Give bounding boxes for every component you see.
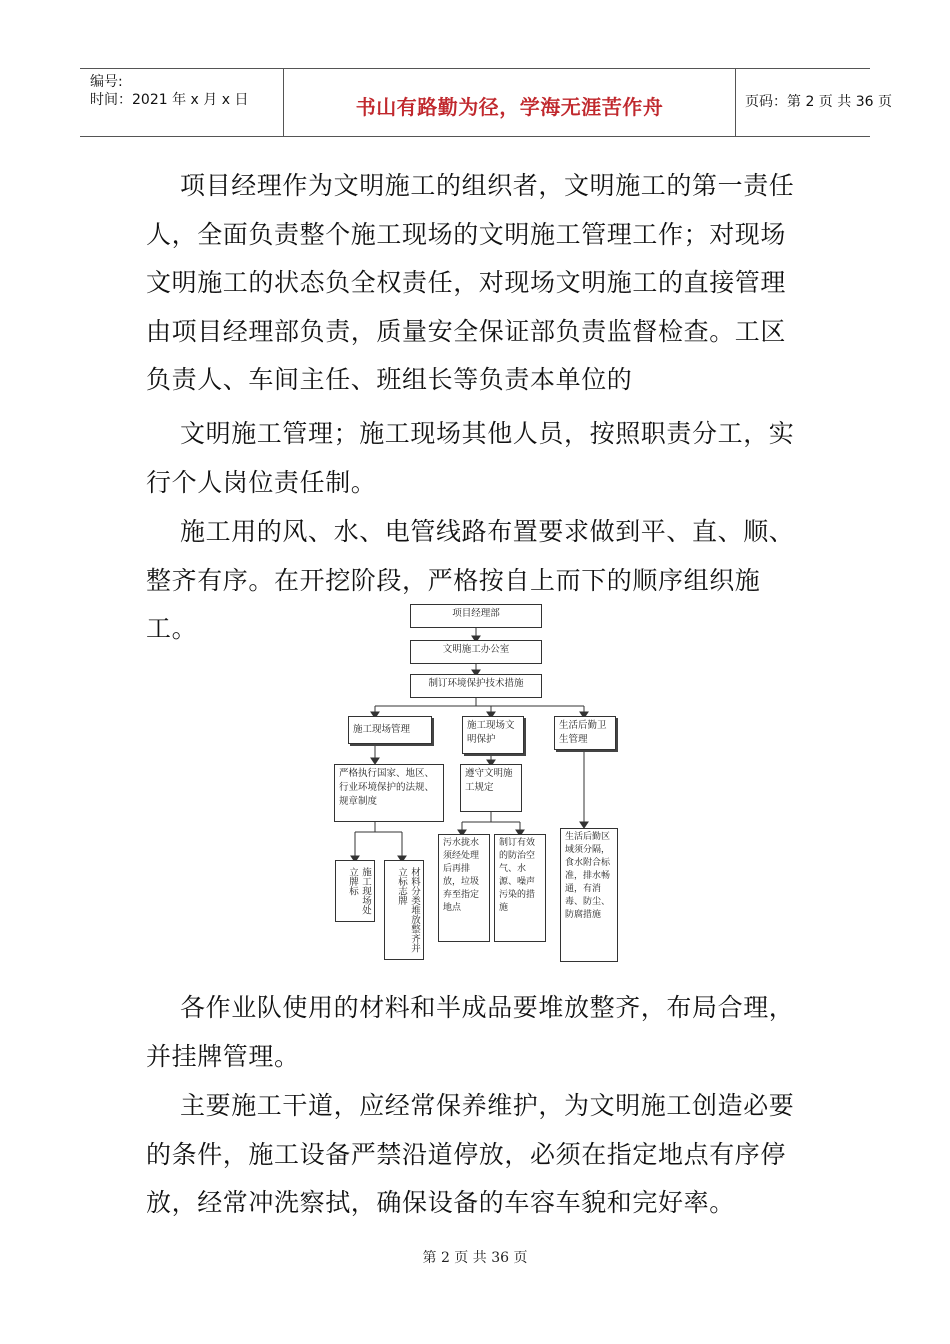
node-life-hygiene: 生活后勤卫生管理 xyxy=(554,716,616,750)
node-leaf-material: 材料分类堆放整齐并立标志牌 xyxy=(384,860,424,960)
org-chart xyxy=(330,602,620,964)
paragraph-4: 各作业队使用的材料和半成品要堆放整齐，布局合理，并挂牌管理。 xyxy=(146,993,795,1071)
document-number-label: 编号: xyxy=(90,74,123,90)
node-site-protection: 施工现场文明保护 xyxy=(462,716,524,754)
page-footer: 第 2 页 共 36 页 xyxy=(422,1250,528,1266)
header-motto-cell xyxy=(283,69,736,136)
node-site-regulations: 严格执行国家、地区、行业环境保护的法规、规章制度 xyxy=(334,764,444,822)
paragraph-5: 主要施工干道，应经常保养维护，为文明施工创造必要的条件，施工设备严禁沿道停放，必须在指定地点有序停放，经常冲洗察拭，确保设备的车容车貌和完好率。 xyxy=(146,1091,795,1217)
node-env-measures: 制订环境保护技术措施 xyxy=(410,674,542,698)
paragraph-3: 施工用的风、水、电管线路布置要求做到平、直、顺、整齐有序。在开挖阶段，严格按自上而下的顺序组织施工。 xyxy=(146,517,795,643)
paragraph-1: 项目经理作为文明施工的组织者，文明施工的第一责任人，全面负责整个施工现场的文明施工管理工作；对现场文明施工的状态负全权责任，对现场文明施工的直接管理由项目经理部负责，质量安全保证部负责监督检查。工区负责人、车间主任、班组长等负责本单位的 xyxy=(146,171,795,394)
header-meta-cell xyxy=(80,69,283,136)
node-leaf-noise: 制订有效的防治空气、水源、噪声污染的措施 xyxy=(494,834,546,942)
header-page-info: 页码：第 2 页 共 36 页 xyxy=(745,94,892,110)
node-civil-office: 文明施工办公室 xyxy=(410,640,542,664)
document-header xyxy=(80,68,892,137)
header-motto: 书山有路勤为径，学海无涯苦作舟 xyxy=(355,95,664,119)
node-project-dept: 项目经理部 xyxy=(410,604,542,628)
node-protection-rules: 遵守文明施工规定 xyxy=(460,764,522,812)
node-leaf-life: 生活后勤区域须分隔，食水附合标准，排水畅通，有消毒、防尘、防腐措施 xyxy=(560,828,618,962)
node-leaf-sign: 施工现场处立牌标 xyxy=(335,860,375,922)
node-site-management: 施工现场管理 xyxy=(348,716,432,744)
node-leaf-sewage: 污水拢水须经处理后再排放，垃圾弃至指定地点 xyxy=(438,834,490,942)
header-page-cell xyxy=(735,69,892,136)
paragraph-2: 文明施工管理；施工现场其他人员，按照职责分工，实行个人岗位责任制。 xyxy=(146,419,795,497)
document-date: 时间：2021 年 x 月 x 日 xyxy=(90,92,249,108)
